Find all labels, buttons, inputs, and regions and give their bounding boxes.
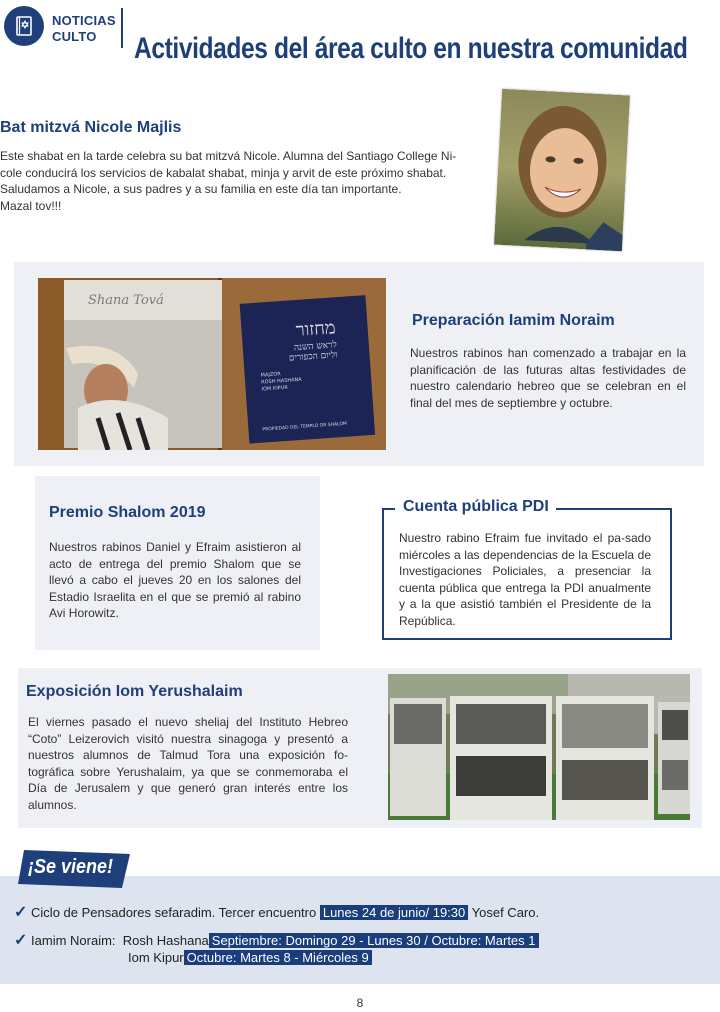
bat-mitzva-text [0,148,492,214]
premio-shalom-title: Premio Shalom 2019 [49,504,206,521]
shofar-majzor-photo [38,278,386,450]
agenda-sub-iom-kipur: Iom Kipur [128,950,184,965]
premio-shalom-text: Nuestros rabinos Daniel y Efraim asistieron al acto de entrega del premio Shalom que se llevó a cabo el jueves 20 en los salones del Estadio Israelita en el que se premió al rabino Avi Horowitz. [49,540,301,620]
cuenta-publica-title: Cuenta pública PDI [400,498,552,516]
shana-tova-banner-text: Shana Tová [88,293,164,308]
iamim-noraim-text: Nuestros rabinos han comenzado a trabajar en la planificación de las futuras altas festividades de nuestro calendario hebreo que se celebran en el final del mes de septiembre y octubre. [410,346,686,410]
checkmark-icon: ✓ [14,904,28,921]
category-line-1: NOTICIAS [52,13,116,28]
agenda-item-pensadores [14,902,539,922]
nicole-portrait-photo [494,89,630,251]
book-title-latin-1: MAJZOR [260,371,281,379]
exposicion-text: El viernes pasado el nuevo sheliaj del Instituto Hebreo “Coto” Leizerovich visitó nuestra sinagoga y presentó a nuestros alumnos de Talmud Tora una exposición fo-tográfica sobre Yerushalaim, ya que se conmemoraba el Día de Jerusalem y que generó gran interés entre los alumnos. [28,715,348,812]
book-subtitle-hebrew-1: לראש השנה [293,340,338,354]
agenda-item-after: Yosef Caro. [471,905,540,920]
agenda-date-highlight: Septiembre: Domingo 29 - Lunes 30 / Octubre: Martes 1 [209,933,539,948]
header-divider [121,8,123,48]
agenda-item-iom-kipur [128,950,372,965]
checkmark-icon: ✓ [14,932,28,949]
bat-mitzva-line: Saludamos a Nicole, a sus padres y a su familia en este día tan importante. [0,182,402,196]
book-subtitle-hebrew-2: וליום הכפורים [288,350,338,364]
bat-mitzva-line: cole conducirá los servicios de kabalat shabat, minja y arvit de este próximo shabat. [0,165,447,180]
se-viene-label: ¡Se viene! [28,856,114,878]
category-line-2: CULTO [52,29,97,44]
book-title-latin-3: IOM KIPUR [261,384,289,393]
agenda-sub-rosh-hashana: Rosh Hashana [122,933,209,948]
agenda-item-text: Ciclo de Pensadores sefaradim. Tercer encuentro [31,905,317,920]
exposicion-title: Exposición Iom Yerushalaim [26,683,243,700]
book-footer-text: PROPIEDAD DEL TEMPLO OR SHALOM [262,421,348,433]
book-title-latin-2: ROSH HASHANA [260,376,302,386]
page-title: Actividades del área culto en nuestra comunidad [134,32,688,65]
cuenta-publica-text: Nuestro rabino Efraim fue invitado el pa-sado miércoles a las dependencias de la Escuela de Investigaciones Policiales, a presenciar la cuenta pública que entrega la PDI anualmente y a la que asistió también el Presidente de la República. [399,531,651,628]
agenda-date-highlight: Octubre: Martes 8 - Miércoles 9 [184,950,372,965]
se-viene-badge [18,850,130,888]
agenda-date-highlight: Lunes 24 de junio/ 19:30 [320,905,468,920]
frame-top-line-left [382,508,395,510]
agenda-item-iamim-noraim [14,930,539,950]
book-title-hebrew: מחזור [295,317,337,342]
book-star-glyph [13,15,35,37]
bat-mitzva-line: Mazal tov!!! [0,198,62,213]
agenda-item-label: Iamim Noraim: [31,933,116,948]
bat-mitzva-title: Bat mitzvá Nicole Majlis [0,119,182,136]
frame-top-line-right [556,508,672,510]
book-star-icon [4,6,44,46]
page-number: 8 [356,996,364,1010]
iamim-noraim-title: Preparación Iamim Noraim [412,312,615,329]
exhibition-photo [388,674,690,820]
section-category [52,13,116,45]
bat-mitzva-line: Este shabat en la tarde celebra su bat mitzvá Nicole. Alumna del Santiago College Ni- [0,149,457,163]
